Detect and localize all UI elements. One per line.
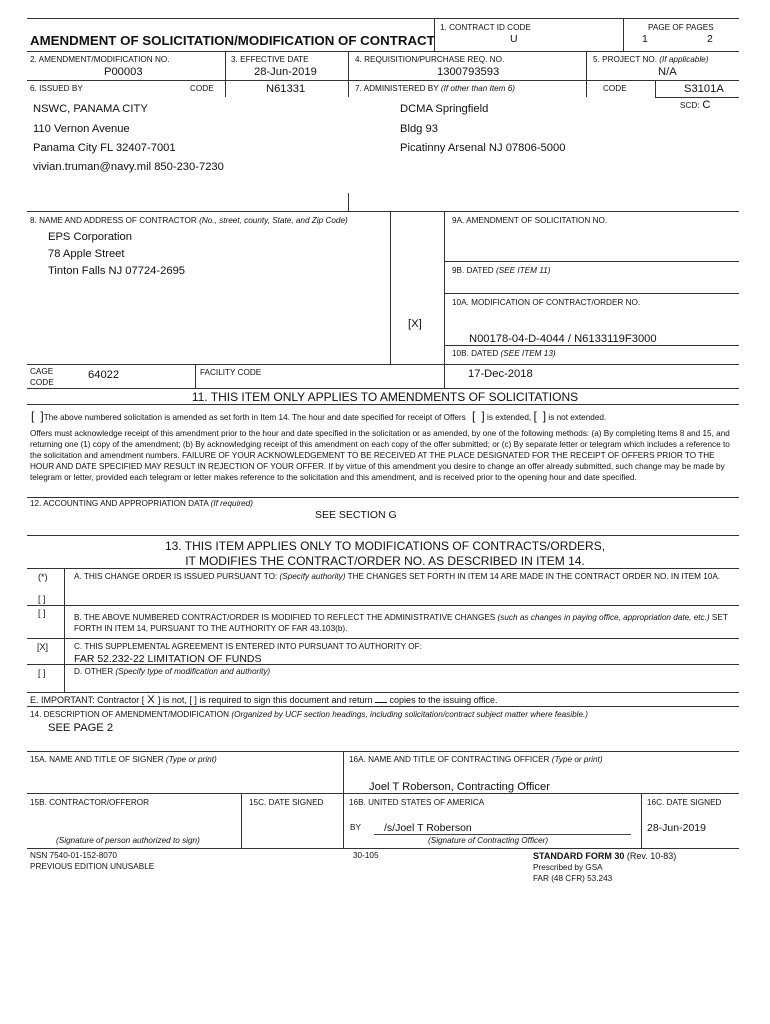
divider	[655, 97, 739, 98]
divider	[623, 18, 624, 51]
divider	[348, 193, 349, 211]
admin-city: Picatinny Arsenal NJ 07806-5000	[400, 142, 566, 154]
divider	[27, 18, 739, 19]
divider	[27, 364, 739, 365]
scd-field: SCD: C	[680, 99, 711, 111]
divider	[586, 51, 587, 97]
divider	[27, 706, 739, 707]
description-value: SEE PAGE 2	[48, 722, 114, 734]
contract-id-value: U	[510, 33, 518, 45]
description-label: 14. DESCRIPTION OF AMENDMENT/MODIFICATION (Organized by UCF section headings, including solicitation/contract subject matter where feasible.)	[30, 710, 589, 719]
accounting-value: SEE SECTION G	[315, 509, 397, 521]
admin-name: DCMA Springfield	[400, 103, 489, 115]
item13-option-a: A. THIS CHANGE ORDER IS ISSUED PURSUANT TO: (Specify authority) THE CHANGES SET FORTH IN ITEM 14 ARE MADE IN THE CONTRACT ORDER NO. IN ITEM 10A.	[74, 572, 721, 581]
divider	[27, 692, 739, 693]
issuer-code-value: N61331	[266, 83, 306, 95]
divider	[444, 293, 739, 294]
far-reference: FAR (48 CFR) 53.243	[533, 874, 613, 883]
important-notice: E. IMPORTANT: Contractor [ X ] is not, [ ] is required to sign this document and return copies to the issuing office.	[30, 694, 498, 706]
divider	[343, 751, 344, 848]
item11-checkbox: [	[31, 409, 35, 423]
dated-10b-label: 10B. DATED (SEE ITEM 13)	[452, 349, 556, 358]
modification-checkbox: [X]	[408, 318, 422, 330]
item13-checkbox-d: [ ]	[38, 668, 46, 678]
divider	[27, 80, 739, 81]
divider	[348, 51, 349, 97]
code-label: CODE	[603, 84, 627, 93]
divider	[27, 638, 739, 639]
standard-form-number: STANDARD FORM 30 (Rev. 10-83)	[533, 851, 677, 861]
item13-checkbox-c: [X]	[37, 642, 49, 652]
officer-signature: /s/Joel T Roberson	[384, 822, 472, 834]
item11-offer-line: [ ]The above numbered solicitation is amended as set forth in Item 14. The hour and date specified for receipt of Offers [ ] is extended, [ ] is not extended.	[31, 409, 607, 423]
nsn-number: NSN 7540-01-152-8070	[30, 851, 117, 860]
divider	[444, 345, 739, 346]
issuer-city: Panama City FL 32407-7001	[33, 142, 176, 154]
project-no-value: N/A	[658, 66, 677, 78]
item13-checkbox-b: [ ]	[38, 608, 46, 618]
cage-label: CAGE	[30, 367, 54, 376]
modification-order-value: N00178-04-D-4044 / N6133119F3000	[469, 333, 657, 345]
prescribed-by: Prescribed by GSA	[533, 863, 603, 872]
accounting-label: 12. ACCOUNTING AND APPROPRIATION DATA (If required)	[30, 499, 253, 508]
item13-subheading: IT MODIFIES THE CONTRACT/ORDER NO. AS DESCRIBED IN ITEM 14.	[185, 554, 585, 568]
signature-caption: (Signature of person authorized to sign)	[56, 836, 200, 845]
signer-name-label: 15A. NAME AND TITLE OF SIGNER (Type or print)	[30, 755, 217, 764]
administered-by-label: 7. ADMINISTERED BY (If other than Item 6)	[355, 84, 516, 93]
item13-checkbox-a: [ ]	[38, 594, 46, 604]
divider	[27, 535, 739, 536]
admin-code-value: S3101A	[684, 83, 724, 95]
project-no-label: 5. PROJECT NO. (If applicable)	[593, 55, 709, 64]
officer-signature-caption: (Signature of Contracting Officer)	[428, 836, 549, 845]
effective-date-value: 28-Jun-2019	[254, 66, 317, 78]
signature-line	[374, 834, 631, 835]
contractor-street: 78 Apple Street	[48, 248, 125, 260]
item13-option-c-authority: FAR 52.232-22 LIMITATION OF FUNDS	[74, 653, 262, 665]
issuer-street: 110 Vernon Avenue	[33, 123, 130, 135]
page-of-pages-label: PAGE OF PAGES	[648, 23, 714, 32]
effective-date-label: 3. EFFECTIVE DATE	[231, 55, 309, 64]
divider	[641, 793, 642, 848]
divider	[390, 211, 391, 364]
contractor-signature-label: 15B. CONTRACTOR/OFFEROR	[30, 798, 150, 807]
contractor-date-label: 15C. DATE SIGNED	[249, 798, 324, 807]
officer-name-label: 16A. NAME AND TITLE OF CONTRACTING OFFICER (Type or print)	[349, 755, 603, 764]
item13-option-c: C. THIS SUPPLEMENTAL AGREEMENT IS ENTERED INTO PURSUANT TO AUTHORITY OF:	[74, 642, 422, 651]
dated-9b-label: 9B. DATED (SEE ITEM 11)	[452, 266, 551, 275]
divider	[655, 80, 656, 97]
form-title: AMENDMENT OF SOLICITATION/MODIFICATION OF CONTRACT	[30, 33, 435, 48]
amendment-solicitation-label: 9A. AMENDMENT OF SOLICITATION NO.	[452, 216, 608, 225]
item13-mark-a: (*)	[38, 572, 48, 582]
item11-instructions: Offers must acknowledge receipt of this amendment prior to the hour and date specified in the solicitation or as amended, by one of the following methods: (a) By completing Items 8 and 15, and returning one (1) copy of the amendment; (b) By acknowledging receipt of this amendment on each copy of the offer submitted; or (c) By separate letter or telegram which includes a reference to the solicitation and amendment numbers. FAILURE OF YOUR ACKNOWLEDGEMENT TO BE RECEIVED AT THE PLACE DESIGNATED FOR THE RECEIPT OF OFFERS PRIOR TO THE HOUR AND DATE SPECIFIED MAY RESULT IN REJECTION OF YOUR OFFER. If by virtue of this amendment you desire to change an offer already submitted, such change may be made by telegram or letter, provided each telegram or letter makes reference to the solicitation and this amendment, and is received prior to the opening hour and date specified.	[30, 429, 730, 482]
cage-code-value: 64022	[88, 369, 120, 381]
divider	[27, 497, 739, 498]
divider	[444, 211, 445, 388]
item13-heading: 13. THIS ITEM APPLIES ONLY TO MODIFICATIONS OF CONTRACTS/ORDERS,	[164, 539, 606, 553]
facility-code-label: FACILITY CODE	[200, 368, 262, 377]
by-label: BY	[350, 823, 361, 832]
previous-edition-note: PREVIOUS EDITION UNUSABLE	[30, 862, 155, 871]
item13-option-b: B. THE ABOVE NUMBERED CONTRACT/ORDER IS MODIFIED TO REFLECT THE ADMINISTRATIVE CHANGES (such as changes in paying office, appropriation date, etc.) SET FORTH IN ITEM 14, PURSUANT TO THE AUTHORITY OF FAR 43.103(b).	[74, 613, 728, 633]
government-signature-label: 16B. UNITED STATES OF AMERICA	[349, 798, 485, 807]
contractor-city: Tinton Falls NJ 07724-2695	[48, 265, 186, 277]
divider	[64, 568, 65, 692]
dated-10b-value: 17-Dec-2018	[468, 368, 533, 380]
amendment-no-value: P00003	[104, 66, 143, 78]
form-code: 30-105	[353, 851, 379, 860]
requisition-label: 4. REQUISITION/PURCHASE REQ. NO.	[355, 55, 505, 64]
code-label: CODE	[190, 84, 214, 93]
officer-date-signed: 28-Jun-2019	[647, 822, 706, 834]
divider	[225, 51, 226, 97]
amendment-no-label: 2. AMENDMENT/MODIFICATION NO.	[30, 55, 170, 64]
contractor-name: EPS Corporation	[48, 231, 132, 243]
issuer-contact: vivian.truman@navy.mil 850-230-7230	[33, 161, 224, 173]
divider	[241, 793, 242, 848]
officer-date-label: 16C. DATE SIGNED	[647, 798, 722, 807]
divider	[27, 211, 739, 212]
divider	[27, 404, 739, 405]
divider	[27, 751, 739, 752]
issuer-name: NSWC, PANAMA CITY	[33, 103, 148, 115]
divider	[27, 793, 739, 794]
divider	[27, 605, 739, 606]
admin-building: Bldg 93	[400, 123, 438, 135]
contract-id-label: 1. CONTRACT ID CODE	[440, 23, 531, 32]
officer-name: Joel T Roberson, Contracting Officer	[369, 781, 550, 793]
item13-option-d: D. OTHER (Specify type of modification and authority)	[74, 667, 271, 676]
item11-heading: 11. THIS ITEM ONLY APPLIES TO AMENDMENTS OF SOLICITATIONS	[191, 390, 579, 404]
divider	[27, 568, 739, 569]
requisition-value: 1300793593	[437, 66, 500, 78]
issued-by-label: 6. ISSUED BY	[30, 84, 83, 93]
divider	[27, 848, 739, 849]
total-pages: 2	[707, 33, 713, 45]
contractor-label: 8. NAME AND ADDRESS OF CONTRACTOR (No., street, county, State, and Zip Code)	[30, 216, 348, 225]
modification-order-label: 10A. MODIFICATION OF CONTRACT/ORDER NO.	[452, 298, 641, 307]
divider	[27, 388, 739, 389]
cage-label: CODE	[30, 378, 54, 387]
divider	[27, 51, 739, 52]
divider	[195, 364, 196, 388]
divider	[444, 261, 739, 262]
page-number: 1	[642, 33, 648, 45]
